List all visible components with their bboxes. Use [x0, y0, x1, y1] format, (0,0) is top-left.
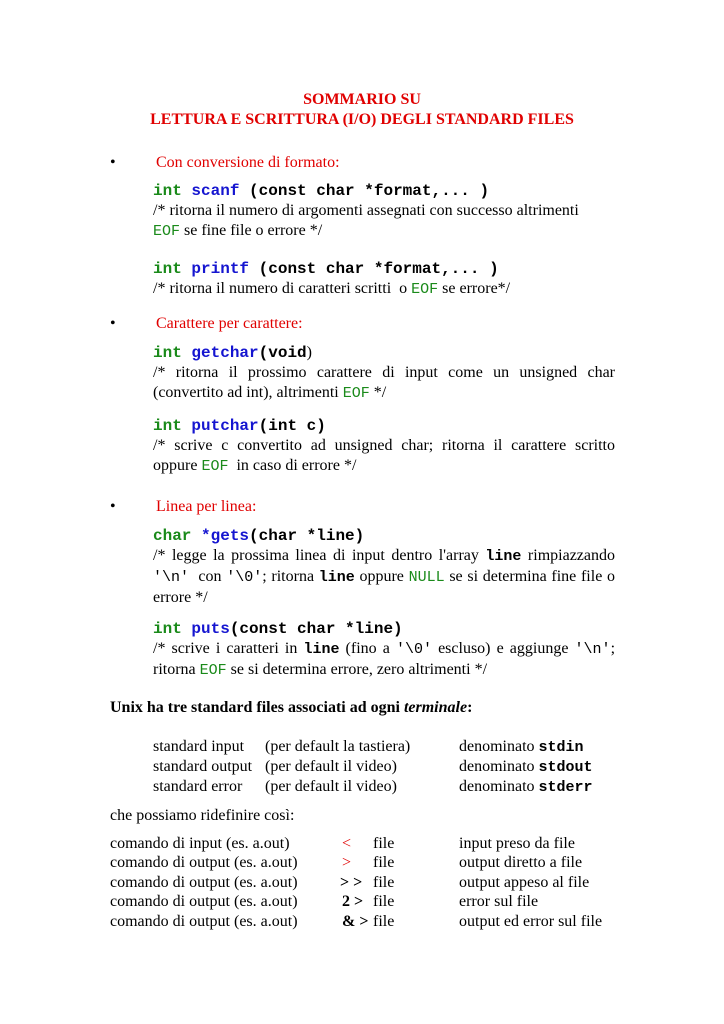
unix-heading-colon: :	[467, 699, 473, 716]
comment-text: se si determina fine file o errore */	[153, 568, 616, 606]
comment-text: (fino a	[339, 640, 396, 657]
redefine-text: che possiamo ridefinire così:	[110, 807, 295, 824]
redir-command: comando di output (es. a.out)	[110, 893, 298, 910]
eof-token: EOF	[153, 223, 181, 240]
redir-operator: >	[342, 854, 352, 871]
nul-token: '\0'	[226, 569, 263, 586]
redir-file: file	[373, 874, 395, 891]
redir-file: file	[373, 893, 395, 910]
redir-result: output ed error sul file	[459, 913, 603, 930]
unix-heading-text: Unix ha tre standard files associati ad ogni	[110, 699, 404, 716]
std-file-label	[459, 777, 593, 798]
redir-result: output diretto a file	[459, 854, 583, 871]
keyword: int	[153, 260, 182, 278]
redir-operator: & >	[342, 913, 369, 930]
puts-block	[153, 619, 615, 681]
keyword: int	[153, 182, 182, 200]
bullet-1: •	[110, 154, 116, 171]
eof-token: EOF	[201, 458, 229, 475]
title-line-2: LETTURA E SCRITTURA (I/O) DEGLI STANDARD FILES	[150, 111, 574, 128]
std-file-desc: (per default il video)	[265, 778, 397, 795]
comment-text: /* ritorna il numero di caratteri scritti o	[153, 280, 412, 297]
keyword: char	[153, 527, 192, 545]
comment-text: se fine file o errore */	[180, 222, 323, 239]
comment-text: escluso) e aggiunge	[431, 640, 575, 657]
std-file-desc: (per default il video)	[265, 758, 397, 775]
std-file-label-text: denominato	[459, 778, 539, 795]
bullet-3: •	[110, 498, 116, 515]
comment-text: /* ritorna il numero di argomenti assegnati con successo altrimenti	[153, 202, 579, 219]
newline-token: '\n'	[153, 569, 190, 586]
comment-text: ; ritorna	[262, 568, 319, 585]
null-token: NULL	[408, 569, 445, 586]
line-token: line	[318, 569, 355, 586]
comment-text: ; ritorna	[153, 640, 616, 678]
redir-operator: > >	[340, 874, 363, 891]
section-heading-line: Linea per linea:	[156, 498, 257, 515]
gets-comment	[153, 546, 615, 608]
putchar-signature	[153, 416, 615, 436]
std-file-desc: (per default la tastiera)	[265, 738, 411, 755]
nul-token: '\0'	[395, 641, 432, 658]
std-file-id: stdin	[538, 739, 584, 756]
redir-command: comando di output (es. a.out)	[110, 854, 298, 871]
comment-text: /* ritorna il prossimo carattere di input come un unsigned char (convertito ad int), altrimenti	[153, 364, 615, 401]
printf-signature	[153, 259, 615, 279]
comment-text: oppure	[354, 568, 409, 585]
std-file-label	[459, 757, 593, 778]
keyword: int	[153, 417, 182, 435]
signature-params: (void	[258, 344, 307, 362]
puts-signature	[153, 619, 615, 639]
signature-params: (const char *format,... )	[249, 260, 499, 278]
redir-result: output appeso al file	[459, 874, 590, 891]
redir-command: comando di output (es. a.out)	[110, 874, 298, 891]
title-line-1: SOMMARIO SU	[303, 91, 421, 108]
function-name: putchar	[191, 417, 259, 435]
signature-params: (const char *format,... )	[239, 182, 490, 200]
std-file-name: standard output	[153, 758, 253, 775]
signature-params: (int c)	[258, 417, 326, 435]
signature-params: (const char *line)	[229, 620, 403, 638]
redir-file: file	[373, 913, 395, 930]
redir-result: error sul file	[459, 893, 539, 910]
std-file-name: standard error	[153, 778, 243, 795]
signature-paren: )	[306, 344, 312, 361]
comment-text: /* scrive c convertito ad unsigned char; ritorna il carattere scritto oppure	[153, 437, 615, 474]
scanf-comment	[153, 201, 615, 242]
getchar-comment	[153, 363, 615, 404]
redir-operator: <	[342, 835, 352, 852]
comment-text: rimpiazzando	[521, 547, 615, 564]
unix-heading	[110, 698, 472, 717]
keyword: int	[153, 344, 182, 362]
scanf-signature	[153, 181, 615, 201]
std-file-name: standard input	[153, 738, 245, 755]
printf-comment	[153, 279, 615, 300]
unix-heading-emphasis: terminale	[403, 699, 468, 716]
function-name: puts	[191, 620, 230, 638]
redir-file: file	[373, 854, 395, 871]
std-file-label	[459, 737, 584, 758]
bullet-2: •	[110, 315, 116, 332]
std-file-label-text: denominato	[459, 738, 539, 755]
putchar-comment	[153, 436, 615, 477]
comment-text: /* legge la prossima linea di input dentro l'array	[153, 547, 486, 564]
puts-comment	[153, 639, 615, 681]
function-name: printf	[191, 260, 250, 278]
redir-command: comando di output (es. a.out)	[110, 913, 298, 930]
eof-token: EOF	[411, 281, 439, 298]
keyword: int	[153, 620, 182, 638]
comment-text: in caso di errore */	[228, 457, 357, 474]
section-heading-format: Con conversione di formato:	[156, 154, 340, 171]
signature-params: (char *line)	[249, 527, 365, 545]
std-file-label-text: denominato	[459, 758, 539, 775]
comment-text: */	[369, 384, 387, 401]
redir-operator: 2 >	[342, 893, 364, 910]
newline-token: '\n'	[574, 641, 611, 658]
line-token: line	[303, 641, 340, 658]
line-token: line	[485, 548, 522, 565]
std-file-id: stdout	[538, 759, 593, 776]
comment-text: se errore*/	[438, 280, 511, 297]
section-heading-char: Carattere per carattere:	[156, 315, 303, 332]
redir-command: comando di input (es. a.out)	[110, 835, 290, 852]
function-name: getchar	[191, 344, 259, 362]
comment-text: /* scrive i caratteri in	[153, 640, 304, 657]
comment-text: con	[189, 568, 227, 585]
redir-file: file	[373, 835, 395, 852]
scanf-block	[153, 181, 615, 242]
function-name: *gets	[201, 527, 250, 545]
redir-result: input preso da file	[459, 835, 575, 852]
gets-signature	[153, 526, 615, 546]
getchar-block	[153, 343, 615, 404]
eof-token: EOF	[199, 662, 227, 679]
function-name: scanf	[191, 182, 240, 200]
getchar-signature	[153, 343, 615, 363]
printf-block	[153, 259, 615, 300]
comment-text: se si determina errore, zero altrimenti */	[226, 661, 488, 678]
gets-block	[153, 526, 615, 608]
putchar-block	[153, 416, 615, 477]
eof-token: EOF	[342, 385, 370, 402]
std-file-id: stderr	[538, 779, 593, 796]
